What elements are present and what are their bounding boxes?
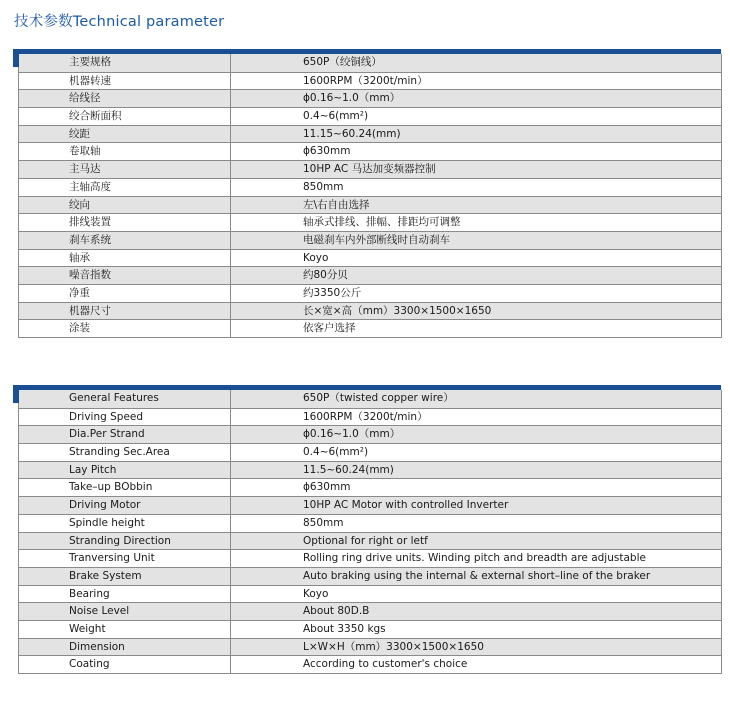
- table-row: [19, 160, 721, 178]
- table-row: [19, 514, 721, 532]
- parameter-value: 电磁刹车内外部断线时自动刹车: [303, 233, 450, 246]
- parameter-value: Rolling ring drive units. Winding pitch and breadth are adjustable: [303, 552, 646, 565]
- parameter-value: 约3350公斤: [303, 286, 362, 299]
- parameter-label: 主轴高度: [19, 179, 231, 196]
- table-row: [19, 249, 721, 267]
- parameter-value: 650P（twisted copper wire）: [303, 392, 454, 404]
- parameter-label: 绞合断面积: [19, 108, 231, 125]
- parameter-label: 绞距: [19, 126, 231, 143]
- parameter-label: Bearing: [19, 586, 231, 603]
- table-row: [19, 638, 721, 656]
- parameter-label: Noise Level: [19, 603, 231, 620]
- table-row: [19, 54, 721, 72]
- parameter-value: 0.4~6(mm²): [303, 446, 369, 459]
- table-row: [19, 196, 721, 214]
- parameter-label: Weight: [19, 621, 231, 638]
- parameter-value: 11.15~60.24(mm): [303, 127, 401, 140]
- parameter-label: 主要规格: [19, 54, 231, 72]
- table-row: [19, 390, 721, 408]
- table-row: [19, 478, 721, 496]
- parameter-label: 给线径: [19, 90, 231, 107]
- parameter-value: About 80D.B: [303, 605, 370, 618]
- table-row: [19, 231, 721, 249]
- table-rows: [19, 390, 721, 673]
- parameter-label: 涂装: [19, 320, 231, 337]
- parameter-label: 机器尺寸: [19, 303, 231, 320]
- parameter-label: Lay Pitch: [19, 462, 231, 479]
- parameter-label: 净重: [19, 285, 231, 302]
- parameter-label: 卷取轴: [19, 143, 231, 160]
- parameter-value: 850mm: [303, 180, 344, 193]
- parameter-label: 排线装置: [19, 214, 231, 231]
- table-row: [19, 125, 721, 143]
- table-row: [19, 89, 721, 107]
- parameter-label: Dimension: [19, 639, 231, 656]
- parameter-value: About 3350 kgs: [303, 622, 386, 635]
- table-row: [19, 302, 721, 320]
- parameter-label: Stranding Direction: [19, 533, 231, 550]
- page-title: 技术参数Technical parameter: [14, 14, 225, 30]
- parameter-label: Driving Motor: [19, 497, 231, 514]
- parameter-label: Coating: [19, 656, 231, 673]
- parameter-value: 长×宽×高（mm）3300×1500×1650: [303, 304, 492, 317]
- parameter-value: ϕ0.16~1.0（mm）: [303, 92, 401, 105]
- parameter-label: 噪音指数: [19, 267, 231, 284]
- parameter-value: 1600RPM（3200t/min）: [303, 74, 428, 87]
- table-row: [19, 213, 721, 231]
- table-row: [19, 107, 721, 125]
- parameter-value: Koyo: [303, 587, 329, 600]
- parameter-value: 650P（绞铜线）: [303, 56, 382, 68]
- table-header-bar: [13, 385, 721, 390]
- parameter-value: 0.4~6(mm²): [303, 110, 369, 123]
- table-row: [19, 620, 721, 638]
- table-row: [19, 567, 721, 585]
- table-row: [19, 443, 721, 461]
- parameter-label: 轴承: [19, 250, 231, 267]
- parameter-value: 850mm: [303, 516, 344, 529]
- parameter-value: Auto braking using the internal & external short–line of the braker: [303, 569, 651, 582]
- parameter-value: ϕ630mm: [303, 481, 351, 494]
- table-row: [19, 549, 721, 567]
- parameter-label: 机器转速: [19, 73, 231, 90]
- table-row: [19, 178, 721, 196]
- parameter-label: Spindle height: [19, 515, 231, 532]
- parameter-value: Optional for right or letf: [303, 534, 428, 547]
- table-row: [19, 266, 721, 284]
- parameter-label: General Features: [19, 390, 231, 408]
- table-row: [19, 284, 721, 302]
- table-row: [19, 496, 721, 514]
- table-row: [19, 142, 721, 160]
- table-row: [19, 408, 721, 426]
- table-row: [19, 425, 721, 443]
- table-row: [19, 461, 721, 479]
- parameter-value: ϕ0.16~1.0（mm）: [303, 428, 401, 441]
- table-rows: [19, 54, 721, 337]
- table-header-stub: [13, 54, 19, 67]
- spec-table-english: [18, 390, 722, 674]
- parameter-value: 1600RPM（3200t/min）: [303, 410, 428, 423]
- table-header-bar: [13, 49, 721, 54]
- parameter-label: Dia.Per Strand: [19, 426, 231, 443]
- parameter-label: 绞向: [19, 197, 231, 214]
- parameter-value: 10HP AC Motor with controlled Inverter: [303, 499, 509, 512]
- parameter-value: 轴承式排线、排幅、排距均可调整: [303, 216, 461, 229]
- table-row: [19, 585, 721, 603]
- parameter-label: Tranversing Unit: [19, 550, 231, 567]
- table-row: [19, 655, 721, 673]
- parameter-value: According to customer's choice: [303, 658, 468, 671]
- parameter-label: Stranding Sec.Area: [19, 444, 231, 461]
- parameter-label: Driving Speed: [19, 409, 231, 426]
- spec-table-chinese: [18, 54, 722, 338]
- table-header-stub: [13, 390, 19, 403]
- table-row: [19, 72, 721, 90]
- parameter-value: 11.5~60.24(mm): [303, 463, 394, 476]
- parameter-label: Brake System: [19, 568, 231, 585]
- parameter-value: L×W×H（mm）3300×1500×1650: [303, 640, 484, 653]
- parameter-value: ϕ630mm: [303, 145, 351, 158]
- parameter-label: Take–up BObbin: [19, 479, 231, 496]
- table-row: [19, 532, 721, 550]
- table-row: [19, 602, 721, 620]
- parameter-value: Koyo: [303, 251, 329, 264]
- parameter-value: 依客户选择: [303, 322, 356, 335]
- parameter-label: 刹车系统: [19, 232, 231, 249]
- parameter-value: 10HP AC 马达加变频器控制: [303, 163, 436, 176]
- parameter-value: 左\右自由选择: [303, 198, 370, 211]
- parameter-label: 主马达: [19, 161, 231, 178]
- table-row: [19, 319, 721, 337]
- parameter-value: 约80分贝: [303, 269, 348, 282]
